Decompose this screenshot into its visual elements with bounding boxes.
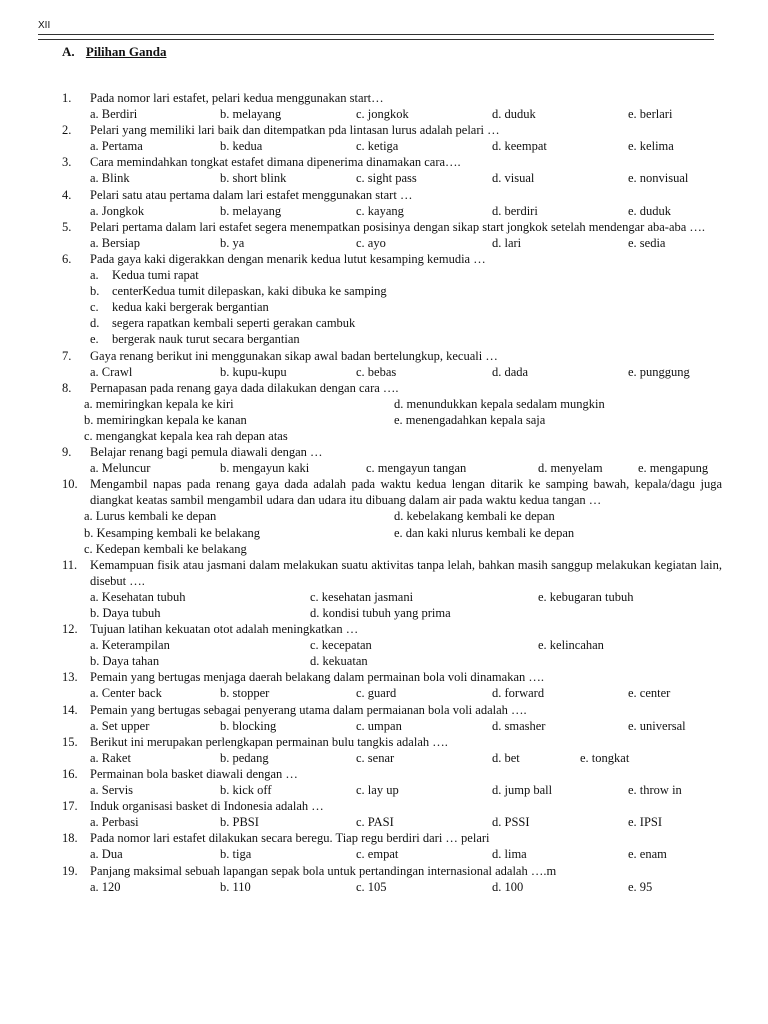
question-line: [62, 154, 722, 170]
question-number: 2.: [62, 123, 72, 138]
option: b. stopper: [220, 686, 270, 701]
option-letter: e.: [90, 332, 99, 347]
question-line: [62, 830, 722, 846]
option: a. Raket: [90, 750, 131, 765]
option-row: [90, 203, 722, 219]
option: c. empat: [356, 847, 399, 862]
option: e. sedia: [628, 235, 666, 250]
question-line: [62, 766, 722, 782]
question-number: 1.: [62, 91, 72, 105]
question-text: Kemampuan fisik atau jasmani dalam melakukan suatu aktivitas tanpa lelah, bahkan masih sanggup melakukan kegiatan lain, disebut ….: [90, 557, 722, 588]
question-text: Pelari pertama dalam lari estafet segera menempatkan posisinya dengan sikap start jongkok setelah mendengar aba-aba ….: [90, 219, 706, 234]
option: a. Bersiap: [90, 235, 140, 250]
option: b. memiringkan kepala ke kanan: [84, 412, 247, 427]
question-number: 12.: [62, 622, 78, 637]
option: e. berlari: [628, 107, 673, 122]
question-text: Tujuan latihan kekuatan otot adalah meningkatkan …: [90, 622, 359, 637]
option-text: kedua kaki bergerak bergantian: [112, 300, 269, 315]
question-item: [62, 669, 722, 701]
header-double-rule: [38, 34, 714, 40]
option: b. short blink: [220, 171, 287, 186]
option: b. melayang: [220, 107, 282, 122]
option: a. Lurus kembali ke depan: [84, 509, 217, 524]
option: e. kelincahan: [538, 638, 604, 653]
option: e. kebugaran tubuh: [538, 589, 634, 604]
section-label: Pilihan Ganda: [85, 44, 167, 59]
question-text: Berikut ini merupakan perlengkapan permainan bulu tangkis adalah ….: [90, 734, 448, 749]
option: b. Daya tubuh: [90, 606, 161, 620]
question-item: [62, 734, 722, 766]
option: [90, 331, 722, 347]
option-row: [90, 170, 722, 186]
option: [90, 299, 722, 315]
option: a. Keterampilan: [90, 638, 170, 653]
question-text: Panjang maksimal sebuah lapangan sepak bola untuk pertandingan internasional adalah ….m: [90, 863, 557, 878]
question-text: Pemain yang bertugas sebagai penyerang utama dalam permaianan bola voli adalah ….: [90, 702, 527, 717]
question-line: [62, 557, 722, 589]
document-code: XII: [38, 20, 51, 31]
option: d. menundukkan kepala sedalam mungkin: [394, 396, 605, 411]
option-row: [90, 750, 722, 766]
question-number: 17.: [62, 799, 78, 814]
option: b. Kesamping kembali ke belakang: [84, 525, 260, 540]
option: e. duduk: [628, 203, 672, 218]
option: b. kedua: [220, 139, 263, 154]
option: c. mengangkat kepala kea rah depan atas: [84, 428, 288, 443]
option: c. kecepatan: [310, 638, 372, 653]
option: [90, 267, 722, 283]
option: b. Daya tahan: [90, 654, 160, 669]
option: a. Crawl: [90, 364, 133, 379]
option: a. Jongkok: [90, 203, 145, 218]
option-row: [90, 106, 722, 122]
question-line: [62, 476, 722, 508]
question-line: [62, 669, 722, 685]
question-number: 9.: [62, 445, 72, 460]
option: e. center: [628, 686, 671, 701]
question-item: [62, 621, 722, 669]
option-row: [90, 605, 722, 621]
question-number: 10.: [62, 477, 78, 492]
option-row: [90, 653, 722, 669]
question-line: [62, 621, 722, 637]
option: a. Pertama: [90, 139, 143, 154]
option: d. lari: [492, 235, 522, 250]
option: b. kupu-kupu: [220, 364, 287, 379]
option: c. sight pass: [356, 171, 417, 186]
option-row: [90, 364, 722, 380]
question-text: Pernapasan pada renang gaya dada dilakukan dengan cara ….: [90, 380, 399, 395]
option-row: [90, 460, 722, 476]
option: a. Dua: [90, 847, 123, 862]
option: b. kick off: [220, 783, 272, 798]
option: a. Set upper: [90, 718, 150, 733]
option-letter: c.: [90, 300, 99, 315]
question-number: 6.: [62, 251, 72, 266]
question-text: Mengambil napas pada renang gaya dada adalah pada waktu kedua lengan ditarik ke samping bawah, kepala/dagu juga diangkat keatas sambil mengambil udara dan udara itu dibuang dalam air pada waktu kedua tangan …: [90, 477, 722, 508]
option-text: Kedua tumi rapat: [112, 268, 199, 283]
option: b. PBSI: [220, 815, 259, 830]
option: b. 110: [220, 879, 251, 894]
option: c. guard: [356, 686, 397, 701]
option: c. lay up: [356, 783, 399, 798]
option: e. kelima: [628, 139, 674, 154]
question-line: [62, 90, 722, 106]
option: e. throw in: [628, 783, 682, 798]
question-item: [62, 219, 722, 251]
option: e. dan kaki nlurus kembali ke depan: [394, 525, 575, 540]
question-text: Pelari yang memiliki lari baik dan ditempatkan pda lintasan lurus adalah pelari …: [90, 123, 500, 138]
question-text: Gaya renang berikut ini menggunakan sikap awal badan bertelungkup, kecuali …: [90, 348, 498, 363]
option: d. menyelam: [538, 461, 603, 476]
question-text: Belajar renang bagi pemula diawali dengan …: [90, 445, 323, 460]
option: d. bet: [492, 750, 520, 765]
option: b. melayang: [220, 203, 282, 218]
option: c. ketiga: [356, 139, 399, 154]
option: c. bebas: [356, 364, 397, 379]
question-number: 14.: [62, 702, 78, 717]
option-row: [84, 412, 722, 428]
option: b. blocking: [220, 718, 277, 733]
question-line: [62, 863, 722, 879]
option: e. 95: [628, 879, 653, 894]
option-list: [90, 267, 722, 347]
question-number: 18.: [62, 831, 78, 846]
option: d. jump ball: [492, 783, 553, 798]
option: a. memiringkan kepala ke kiri: [84, 396, 234, 411]
option: a. Servis: [90, 783, 134, 798]
option: b. tiga: [220, 847, 252, 862]
question-item: [62, 766, 722, 798]
option: a. 120: [90, 879, 121, 894]
option: d. keempat: [492, 139, 547, 154]
option-row: [84, 428, 722, 444]
option-row: [90, 879, 722, 895]
question-item: [62, 187, 722, 219]
option: d. dada: [492, 364, 529, 379]
question-list: [62, 90, 722, 895]
question-number: 15.: [62, 734, 78, 749]
question-line: [62, 702, 722, 718]
question-number: 8.: [62, 380, 72, 395]
option-row: [90, 782, 722, 798]
option: c. umpan: [356, 718, 402, 733]
question-item: [62, 380, 722, 444]
option-row: [90, 846, 722, 862]
option: e. tongkat: [580, 750, 630, 765]
question-text: Cara memindahkan tongkat estafet dimana dipenerima dinamakan cara….: [90, 155, 461, 170]
question-text: Permainan bola basket diawali dengan …: [90, 766, 298, 781]
option: d. visual: [492, 171, 535, 186]
option: a. Berdiri: [90, 107, 138, 122]
question-line: [62, 187, 722, 203]
option-row: [84, 508, 722, 524]
question-line: [62, 798, 722, 814]
question-line: [62, 444, 722, 460]
option: e. punggung: [628, 364, 690, 379]
question-item: [62, 476, 722, 556]
option-row: [84, 541, 722, 557]
option-row: [90, 685, 722, 701]
option: a. Blink: [90, 171, 130, 186]
option-row: [90, 589, 722, 605]
question-text: Pada nomor lari estafet, pelari kedua menggunakan start…: [90, 91, 384, 105]
option: d. duduk: [492, 107, 536, 122]
question-number: 7.: [62, 348, 72, 363]
option: a. Perbasi: [90, 815, 139, 830]
option: [90, 315, 722, 331]
option: e. mengapung: [638, 461, 709, 476]
option: a. Meluncur: [90, 461, 151, 476]
option-text: centerKedua tumit dilepaskan, kaki dibuka ke samping: [112, 284, 387, 299]
option-row: [90, 718, 722, 734]
question-text: Induk organisasi basket di Indonesia adalah …: [90, 799, 324, 814]
option: c. 105: [356, 879, 387, 894]
question-item: [62, 122, 722, 154]
option: c. Kedepan kembali ke belakang: [84, 541, 247, 556]
option-letter: a.: [90, 268, 99, 283]
question-text: Pada gaya kaki digerakkan dengan menarik kedua lutut kesamping kemudia …: [90, 251, 486, 266]
option: e. menengadahkan kepala saja: [394, 412, 546, 427]
question-text: Pemain yang bertugas menjaga daerah belakang dalam permainan bola voli dinamakan ….: [90, 670, 545, 685]
question-item: [62, 154, 722, 186]
question-line: [62, 251, 722, 267]
option-row: [90, 814, 722, 830]
option: d. 100: [492, 879, 524, 894]
option-letter: d.: [90, 316, 100, 331]
option: e. nonvisual: [628, 171, 689, 186]
question-item: [62, 557, 722, 621]
option: d. smasher: [492, 718, 546, 733]
question-text: Pada nomor lari estafet dilakukan secara beregu. Tiap regu berdiri dari … pelari: [90, 831, 490, 846]
option: d. kekuatan: [310, 654, 368, 669]
option: d. PSSI: [492, 815, 530, 830]
option-text: bergerak nauk turut secara bergantian: [112, 332, 300, 347]
option: e. enam: [628, 847, 667, 862]
option: c. kayang: [356, 203, 404, 218]
option: e. universal: [628, 718, 686, 733]
option: d. kondisi tubuh yang prima: [310, 606, 451, 620]
question-number: 19.: [62, 863, 78, 878]
option: d. lima: [492, 847, 527, 862]
option: c. PASI: [356, 815, 394, 830]
question-line: [62, 380, 722, 396]
option: b. mengayun kaki: [220, 461, 310, 476]
option-row: [90, 138, 722, 154]
question-line: [62, 348, 722, 364]
option-row: [84, 396, 722, 412]
option: c. kesehatan jasmani: [310, 589, 414, 604]
question-item: [62, 444, 722, 476]
option: d. berdiri: [492, 203, 538, 218]
question-number: 16.: [62, 766, 78, 781]
section-letter: A.: [62, 44, 75, 59]
question-text: Pelari satu atau pertama dalam lari estafet menggunakan start …: [90, 187, 413, 202]
question-item: [62, 90, 722, 122]
option-row: [90, 235, 722, 251]
question-item: [62, 798, 722, 830]
question-number: 13.: [62, 670, 78, 685]
question-item: [62, 251, 722, 348]
option-row: [84, 525, 722, 541]
question-item: [62, 830, 722, 862]
option-row: [90, 637, 722, 653]
question-item: [62, 702, 722, 734]
section-title: [62, 44, 166, 60]
question-line: [62, 734, 722, 750]
question-number: 3.: [62, 155, 72, 170]
option: a. Kesehatan tubuh: [90, 589, 186, 604]
option: e. IPSI: [628, 815, 663, 830]
option: c. ayo: [356, 235, 386, 250]
question-number: 4.: [62, 187, 72, 202]
question-line: [62, 219, 722, 235]
option: d. forward: [492, 686, 545, 701]
question-number: 11.: [62, 557, 78, 572]
option-text: segera rapatkan kembali seperti gerakan cambuk: [112, 316, 356, 331]
option: c. jongkok: [356, 107, 409, 122]
option: [90, 283, 722, 299]
option: a. Center back: [90, 686, 162, 701]
question-item: [62, 863, 722, 895]
option-letter: b.: [90, 284, 100, 299]
question-line: [62, 122, 722, 138]
option: b. ya: [220, 235, 245, 250]
option: b. pedang: [220, 750, 269, 765]
option: c. senar: [356, 750, 395, 765]
question-number: 5.: [62, 219, 72, 234]
option: c. mengayun tangan: [366, 461, 467, 476]
option: d. kebelakang kembali ke depan: [394, 509, 555, 524]
question-item: [62, 348, 722, 380]
